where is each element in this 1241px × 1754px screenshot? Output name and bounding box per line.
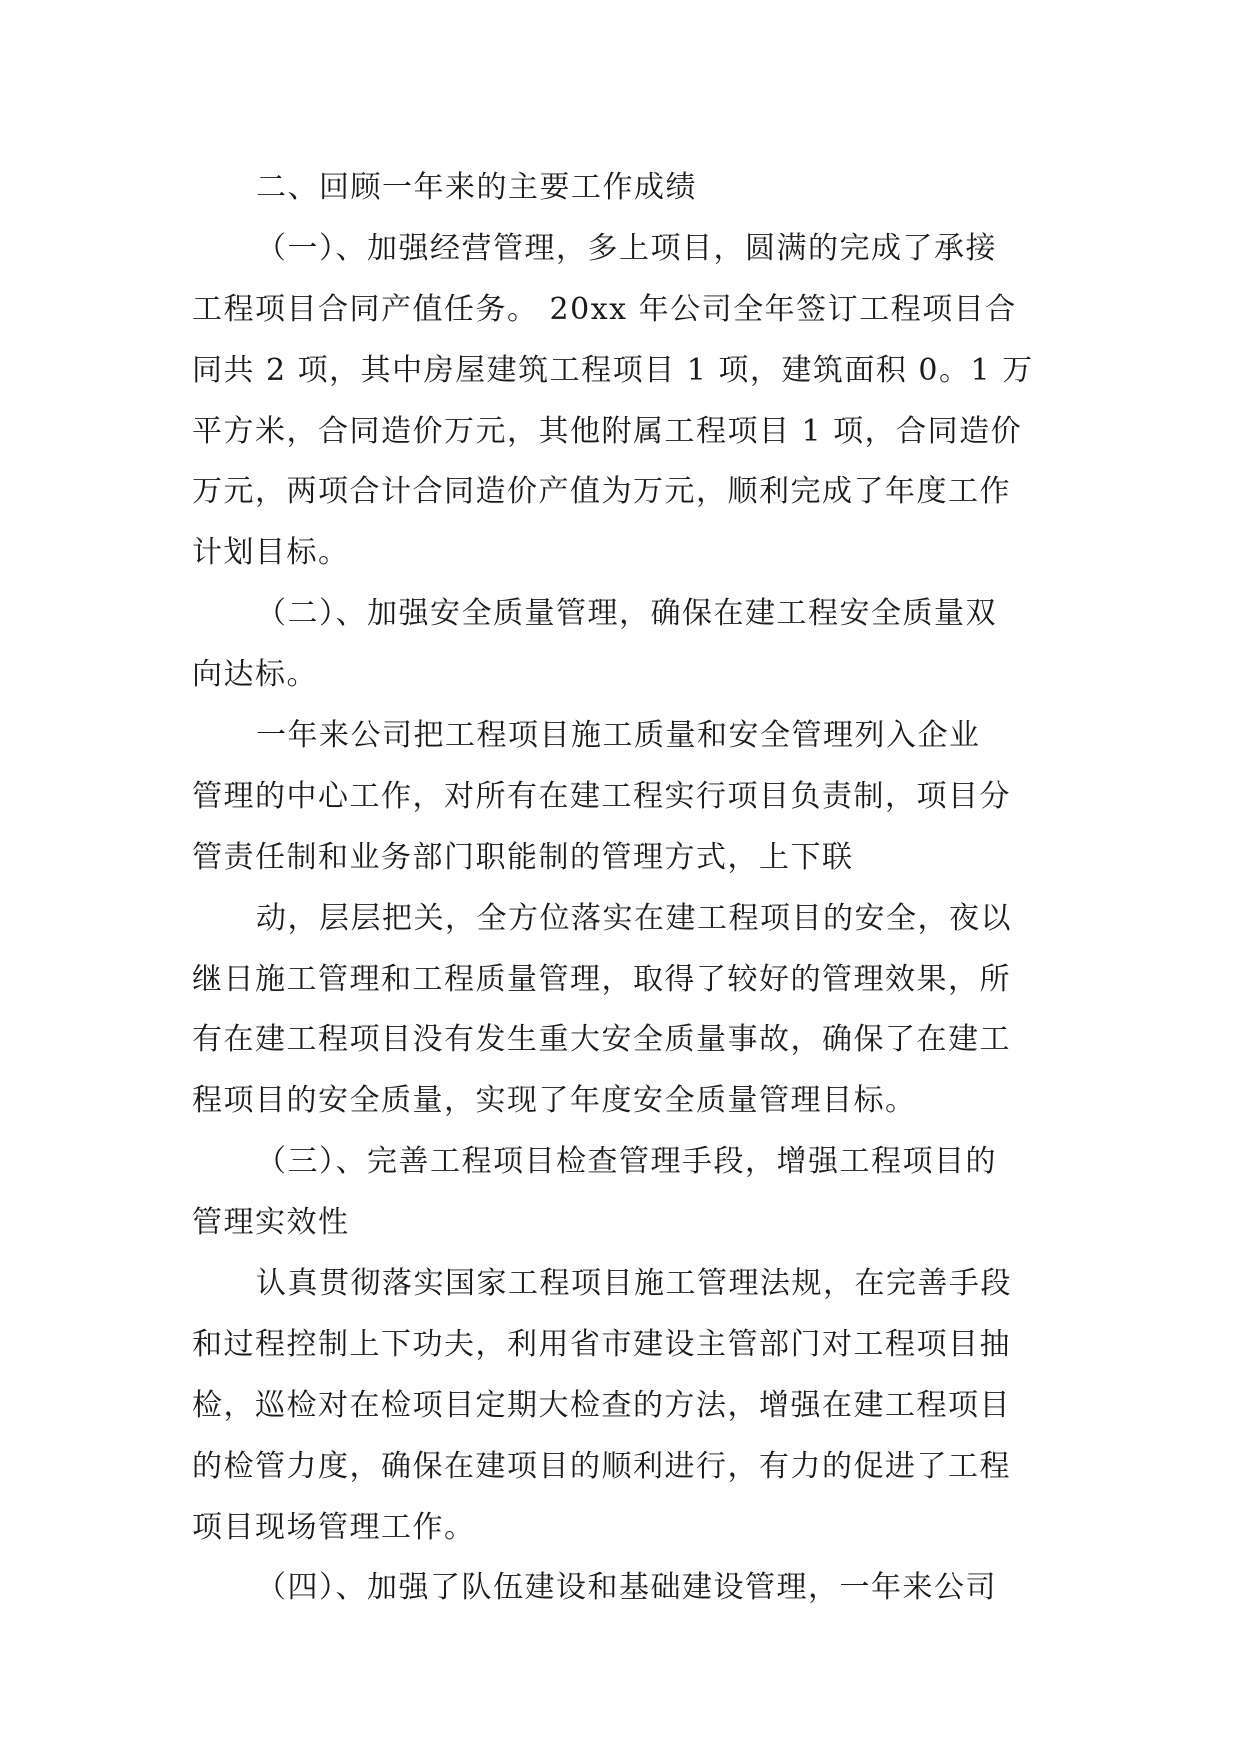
paragraph-line: 认真贯彻落实国家工程项目施工管理法规，在完善手段 (256, 1266, 1012, 1302)
paragraph-line: 动，层层把关，全方位落实在建工程项目的安全，夜以 (256, 900, 1012, 936)
paragraph-line: 计划目标。 (192, 535, 350, 571)
paragraph-line: 管理的中心工作，对所有在建工程实行项目负责制，项目分 (192, 778, 1011, 814)
paragraph-line: 程项目的安全质量，实现了年度安全质量管理目标。 (192, 1083, 917, 1119)
paragraph-line: 继日施工管理和工程质量管理，取得了较好的管理效果，所 (192, 961, 1011, 997)
paragraph-line: 管理实效性 (192, 1205, 350, 1241)
paragraph-line: 工程项目合同产值任务。 20xx 年公司全年签订工程项目合 (192, 291, 1017, 327)
paragraph-line: 万元，两项合计合同造价产值为万元，顺利完成了年度工作 (192, 474, 1011, 510)
section-heading: 二、回顾一年来的主要工作成绩 (256, 170, 697, 205)
paragraph-line: 管责任制和业务部门职能制的管理方式，上下联 (192, 839, 854, 875)
paragraph-line: 一年来公司把工程项目施工质量和安全管理列入企业 (256, 718, 981, 754)
subsection-heading: （三）、完善工程项目检查管理手段，增强工程项目的 (256, 1144, 997, 1180)
subsection-heading: （二）、加强安全质量管理，确保在建工程安全质量双 (256, 596, 997, 632)
document-body (192, 158, 1049, 1619)
paragraph-line: 检，巡检对在检项目定期大检查的方法，增强在建工程项目 (192, 1387, 1011, 1423)
paragraph-line: 向达标。 (192, 657, 318, 693)
subsection-heading: （一）、加强经营管理，多上项目，圆满的完成了承接 (256, 230, 997, 266)
paragraph-line: 平方米，合同造价万元，其他附属工程项目 1 项，合同造价 (192, 413, 1023, 449)
subsection-heading: （四）、加强了队伍建设和基础建设管理，一年来公司 (256, 1570, 997, 1606)
paragraph-line: 同共 2 项，其中房屋建筑工程项目 1 项，建筑面积 0。1 万 (192, 352, 1034, 388)
paragraph-line: 有在建工程项目没有发生重大安全质量事故，确保了在建工 (192, 1022, 1011, 1058)
paragraph-line: 的检管力度，确保在建项目的顺利进行，有力的促进了工程 (192, 1448, 1011, 1484)
paragraph-line: 项目现场管理工作。 (192, 1509, 476, 1545)
paragraph-line: 和过程控制上下功夫，利用省市建设主管部门对工程项目抽 (192, 1326, 1011, 1362)
